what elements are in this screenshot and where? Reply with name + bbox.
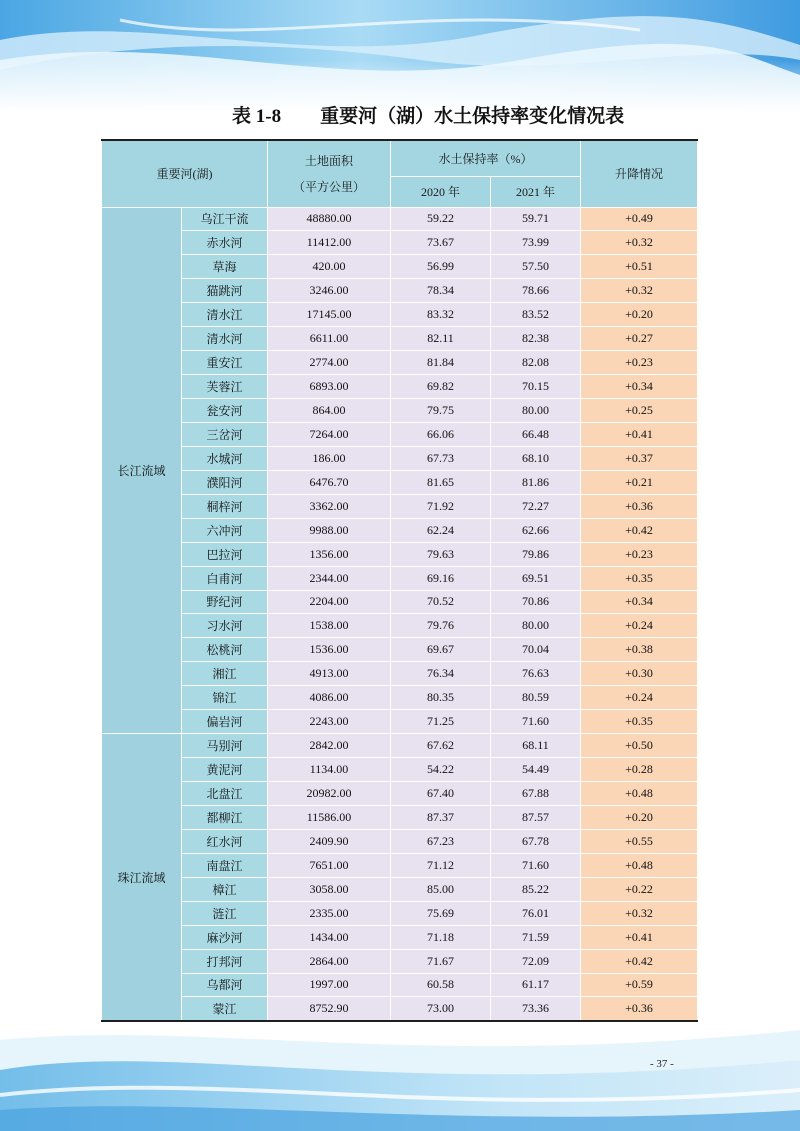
header-wave-decoration	[0, 0, 800, 112]
table-row	[102, 375, 698, 399]
change-cell: +0.24	[581, 686, 698, 710]
change-cell: +0.25	[581, 399, 698, 423]
rate-2020-cell: 60.58	[391, 973, 491, 997]
rate-2020-cell: 67.62	[391, 734, 491, 758]
rate-2021-cell: 59.71	[491, 207, 581, 231]
change-cell: +0.36	[581, 997, 698, 1021]
rate-2021-cell: 68.11	[491, 734, 581, 758]
area-cell: 3362.00	[268, 494, 391, 518]
rate-2020-cell: 67.73	[391, 446, 491, 470]
table-row	[102, 542, 698, 566]
rate-2020-cell: 54.22	[391, 758, 491, 782]
river-name-cell: 马别河	[182, 734, 268, 758]
rate-2020-cell: 70.52	[391, 590, 491, 614]
river-name-cell: 锦江	[182, 686, 268, 710]
area-cell: 1997.00	[268, 973, 391, 997]
rate-2021-cell: 73.36	[491, 997, 581, 1021]
area-cell: 1134.00	[268, 758, 391, 782]
area-cell: 1538.00	[268, 614, 391, 638]
rate-2021-cell: 54.49	[491, 758, 581, 782]
table-row	[102, 614, 698, 638]
change-cell: +0.32	[581, 279, 698, 303]
area-cell: 2842.00	[268, 734, 391, 758]
rate-column-header: 水土保持率（%）	[391, 140, 581, 176]
rate-2020-cell: 81.65	[391, 470, 491, 494]
rate-2020-cell: 67.40	[391, 782, 491, 806]
change-cell: +0.34	[581, 375, 698, 399]
river-name-cell: 樟江	[182, 877, 268, 901]
table-row	[102, 734, 698, 758]
area-cell: 9988.00	[268, 518, 391, 542]
table-row	[102, 590, 698, 614]
area-header-line2: （平方公里）	[292, 179, 365, 194]
river-name-cell: 湘江	[182, 662, 268, 686]
change-cell: +0.48	[581, 782, 698, 806]
change-cell: +0.36	[581, 494, 698, 518]
change-cell: +0.28	[581, 758, 698, 782]
table-row	[102, 925, 698, 949]
table-row	[102, 662, 698, 686]
river-name-cell: 打邦河	[182, 949, 268, 973]
table-body	[102, 207, 698, 1021]
table-row	[102, 566, 698, 590]
area-cell: 6611.00	[268, 327, 391, 351]
change-cell: +0.35	[581, 710, 698, 734]
area-cell: 1434.00	[268, 925, 391, 949]
table-row	[102, 710, 698, 734]
table-row	[102, 494, 698, 518]
rate-2020-cell: 67.23	[391, 829, 491, 853]
change-cell: +0.27	[581, 327, 698, 351]
river-name-cell: 蒙江	[182, 997, 268, 1021]
river-name-cell: 巴拉河	[182, 542, 268, 566]
table-row	[102, 686, 698, 710]
change-cell: +0.34	[581, 590, 698, 614]
table-row	[102, 877, 698, 901]
area-cell: 7651.00	[268, 853, 391, 877]
table-row	[102, 758, 698, 782]
table-row	[102, 422, 698, 446]
header-row	[102, 140, 698, 176]
area-cell: 11412.00	[268, 231, 391, 255]
rate-2020-cell: 76.34	[391, 662, 491, 686]
basin-cell: 珠江流域	[102, 734, 182, 1021]
table-row	[102, 805, 698, 829]
rate-2021-cell: 71.59	[491, 925, 581, 949]
river-name-cell: 赤水河	[182, 231, 268, 255]
rate-2020-cell: 71.92	[391, 494, 491, 518]
river-name-cell: 猫跳河	[182, 279, 268, 303]
river-column-header: 重要河(湖)	[102, 140, 268, 207]
rate-2020-cell: 79.76	[391, 614, 491, 638]
rate-2020-cell: 80.35	[391, 686, 491, 710]
change-cell: +0.41	[581, 422, 698, 446]
change-cell: +0.23	[581, 351, 698, 375]
rate-2020-cell: 62.24	[391, 518, 491, 542]
river-name-cell: 三岔河	[182, 422, 268, 446]
river-name-cell: 北盘江	[182, 782, 268, 806]
area-cell: 6893.00	[268, 375, 391, 399]
change-cell: +0.50	[581, 734, 698, 758]
change-cell: +0.51	[581, 255, 698, 279]
rate-2021-cell: 69.51	[491, 566, 581, 590]
river-name-cell: 六冲河	[182, 518, 268, 542]
rate-2021-cell: 62.66	[491, 518, 581, 542]
table-row	[102, 829, 698, 853]
rate-2020-cell: 75.69	[391, 901, 491, 925]
river-name-cell: 清水江	[182, 303, 268, 327]
change-cell: +0.48	[581, 853, 698, 877]
rate-2021-cell: 82.38	[491, 327, 581, 351]
change-cell: +0.35	[581, 566, 698, 590]
rate-2021-cell: 73.99	[491, 231, 581, 255]
change-column-header: 升降情况	[581, 140, 698, 207]
area-cell: 3246.00	[268, 279, 391, 303]
rate-2020-cell: 56.99	[391, 255, 491, 279]
change-cell: +0.20	[581, 805, 698, 829]
river-name-cell: 麻沙河	[182, 925, 268, 949]
river-name-cell: 重安江	[182, 351, 268, 375]
rate-2020-cell: 87.37	[391, 805, 491, 829]
area-cell: 420.00	[268, 255, 391, 279]
area-cell: 17145.00	[268, 303, 391, 327]
river-name-cell: 乌江干流	[182, 207, 268, 231]
river-name-cell: 野纪河	[182, 590, 268, 614]
rate-2020-cell: 71.67	[391, 949, 491, 973]
area-cell: 6476.70	[268, 470, 391, 494]
area-cell: 864.00	[268, 399, 391, 423]
area-cell: 48880.00	[268, 207, 391, 231]
rate-2021-cell: 67.78	[491, 829, 581, 853]
river-name-cell: 瓮安河	[182, 399, 268, 423]
area-cell: 2864.00	[268, 949, 391, 973]
rate-2020-cell: 85.00	[391, 877, 491, 901]
basin-cell: 长江流域	[102, 207, 182, 734]
table-number: 表 1-8	[232, 106, 282, 127]
river-name-cell: 芙蓉江	[182, 375, 268, 399]
rate-2021-cell: 72.09	[491, 949, 581, 973]
table-row	[102, 231, 698, 255]
area-cell: 4913.00	[268, 662, 391, 686]
river-name-cell: 红水河	[182, 829, 268, 853]
river-name-cell: 偏岩河	[182, 710, 268, 734]
change-cell: +0.41	[581, 925, 698, 949]
change-cell: +0.30	[581, 662, 698, 686]
river-name-cell: 习水河	[182, 614, 268, 638]
rate-2020-cell: 79.75	[391, 399, 491, 423]
year-2021-header: 2021 年	[491, 176, 581, 207]
area-cell: 2344.00	[268, 566, 391, 590]
year-2020-header: 2020 年	[391, 176, 491, 207]
area-cell: 3058.00	[268, 877, 391, 901]
area-cell: 1356.00	[268, 542, 391, 566]
change-cell: +0.23	[581, 542, 698, 566]
change-cell: +0.42	[581, 518, 698, 542]
rate-2020-cell: 82.11	[391, 327, 491, 351]
table-row	[102, 901, 698, 925]
rate-2021-cell: 61.17	[491, 973, 581, 997]
river-name-cell: 草海	[182, 255, 268, 279]
area-cell: 186.00	[268, 446, 391, 470]
rate-2021-cell: 76.01	[491, 901, 581, 925]
rate-2021-cell: 78.66	[491, 279, 581, 303]
change-cell: +0.38	[581, 638, 698, 662]
area-cell: 7264.00	[268, 422, 391, 446]
table-row	[102, 470, 698, 494]
rate-2021-cell: 79.86	[491, 542, 581, 566]
area-cell: 2409.90	[268, 829, 391, 853]
soil-conservation-table	[101, 139, 698, 1022]
area-cell: 2243.00	[268, 710, 391, 734]
table-row	[102, 638, 698, 662]
rate-2021-cell: 82.08	[491, 351, 581, 375]
rate-2021-cell: 80.00	[491, 614, 581, 638]
river-name-cell: 黄泥河	[182, 758, 268, 782]
rate-2021-cell: 72.27	[491, 494, 581, 518]
rate-2021-cell: 76.63	[491, 662, 581, 686]
river-name-cell: 乌都河	[182, 973, 268, 997]
table-row	[102, 782, 698, 806]
rate-2020-cell: 69.67	[391, 638, 491, 662]
rate-2021-cell: 71.60	[491, 710, 581, 734]
table-title-text: 重要河（湖）水土保持率变化情况表	[320, 106, 625, 127]
river-name-cell: 都柳江	[182, 805, 268, 829]
table-row	[102, 327, 698, 351]
rate-2020-cell: 73.67	[391, 231, 491, 255]
rate-2020-cell: 73.00	[391, 997, 491, 1021]
rate-2021-cell: 70.86	[491, 590, 581, 614]
rate-2021-cell: 70.04	[491, 638, 581, 662]
table-row	[102, 446, 698, 470]
rate-2020-cell: 69.16	[391, 566, 491, 590]
table-row	[102, 399, 698, 423]
table-row	[102, 279, 698, 303]
rate-2020-cell: 81.84	[391, 351, 491, 375]
change-cell: +0.37	[581, 446, 698, 470]
rate-2021-cell: 66.48	[491, 422, 581, 446]
area-cell: 2204.00	[268, 590, 391, 614]
river-name-cell: 白甫河	[182, 566, 268, 590]
table-row	[102, 973, 698, 997]
rate-2020-cell: 69.82	[391, 375, 491, 399]
rate-2020-cell: 71.12	[391, 853, 491, 877]
area-cell: 4086.00	[268, 686, 391, 710]
rate-2020-cell: 71.25	[391, 710, 491, 734]
table-row	[102, 255, 698, 279]
rate-2021-cell: 87.57	[491, 805, 581, 829]
river-name-cell: 南盘江	[182, 853, 268, 877]
change-cell: +0.21	[581, 470, 698, 494]
rate-2021-cell: 85.22	[491, 877, 581, 901]
change-cell: +0.42	[581, 949, 698, 973]
rate-2021-cell: 80.59	[491, 686, 581, 710]
table-title	[232, 104, 624, 130]
area-cell: 2335.00	[268, 901, 391, 925]
rate-2021-cell: 81.86	[491, 470, 581, 494]
table-row	[102, 518, 698, 542]
rate-2020-cell: 71.18	[391, 925, 491, 949]
change-cell: +0.32	[581, 901, 698, 925]
table-row	[102, 949, 698, 973]
change-cell: +0.32	[581, 231, 698, 255]
footer-wave-decoration	[0, 1000, 800, 1131]
change-cell: +0.59	[581, 973, 698, 997]
rate-2021-cell: 68.10	[491, 446, 581, 470]
table-row	[102, 351, 698, 375]
rate-2020-cell: 59.22	[391, 207, 491, 231]
rate-2020-cell: 66.06	[391, 422, 491, 446]
page-number: - 37 -	[650, 1058, 674, 1070]
area-cell: 20982.00	[268, 782, 391, 806]
area-cell: 8752.90	[268, 997, 391, 1021]
rate-2021-cell: 57.50	[491, 255, 581, 279]
rate-2020-cell: 78.34	[391, 279, 491, 303]
area-header-line1: 土地面积	[304, 153, 353, 168]
change-cell: +0.22	[581, 877, 698, 901]
table-row	[102, 207, 698, 231]
area-column-header	[268, 140, 391, 207]
rate-2020-cell: 83.32	[391, 303, 491, 327]
area-cell: 1536.00	[268, 638, 391, 662]
river-name-cell: 松桃河	[182, 638, 268, 662]
change-cell: +0.20	[581, 303, 698, 327]
rate-2021-cell: 71.60	[491, 853, 581, 877]
river-name-cell: 清水河	[182, 327, 268, 351]
area-cell: 2774.00	[268, 351, 391, 375]
table-row	[102, 853, 698, 877]
table-row	[102, 303, 698, 327]
rate-2021-cell: 80.00	[491, 399, 581, 423]
river-name-cell: 水城河	[182, 446, 268, 470]
rate-2020-cell: 79.63	[391, 542, 491, 566]
rate-2021-cell: 83.52	[491, 303, 581, 327]
rate-2021-cell: 67.88	[491, 782, 581, 806]
river-name-cell: 涟江	[182, 901, 268, 925]
rate-2021-cell: 70.15	[491, 375, 581, 399]
river-name-cell: 桐梓河	[182, 494, 268, 518]
change-cell: +0.24	[581, 614, 698, 638]
change-cell: +0.55	[581, 829, 698, 853]
area-cell: 11586.00	[268, 805, 391, 829]
change-cell: +0.49	[581, 207, 698, 231]
river-name-cell: 濮阳河	[182, 470, 268, 494]
